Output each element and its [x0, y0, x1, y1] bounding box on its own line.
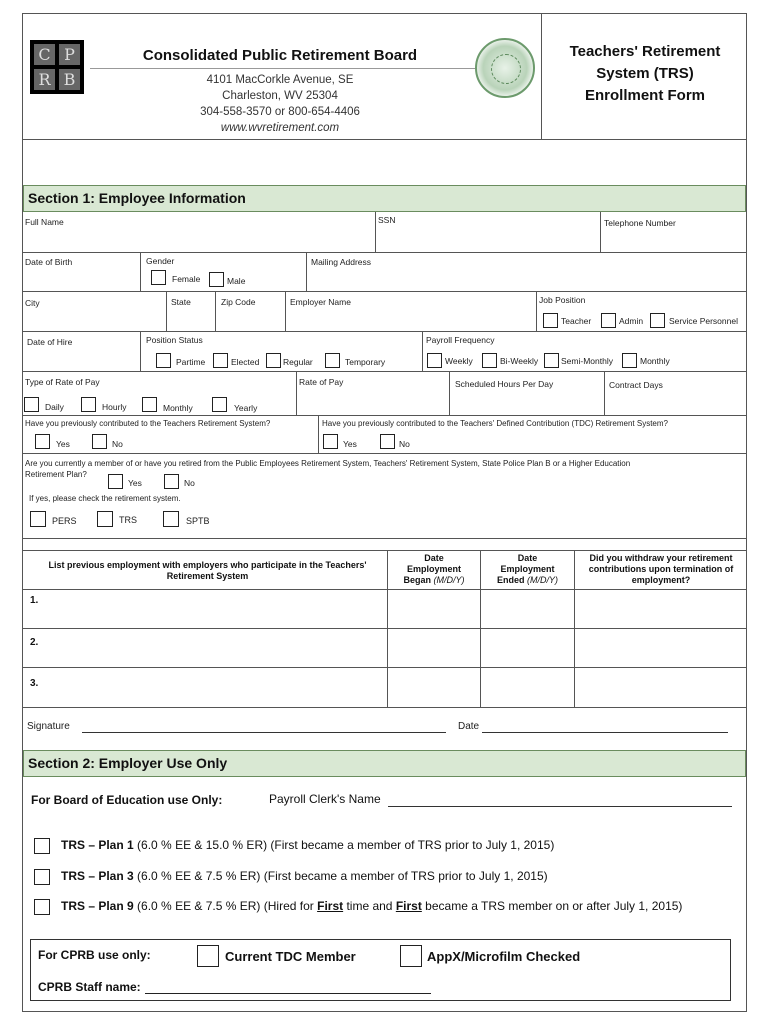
divider: [22, 550, 747, 551]
prev-tdc-no-checkbox[interactable]: [380, 434, 395, 449]
admin-checkbox[interactable]: [601, 313, 616, 328]
org-name: Consolidated Public Retirement Board: [142, 47, 418, 64]
payroll-clerk-line[interactable]: [388, 806, 732, 807]
logo-letter-c: C: [34, 44, 55, 65]
weekly-checkbox[interactable]: [427, 353, 442, 368]
trs-plan-9-label: [61, 899, 682, 913]
temporary-label: Temporary: [345, 357, 386, 367]
position-status-label: Position Status: [146, 335, 203, 345]
type-of-rate-label: Type of Rate of Pay: [25, 377, 100, 387]
divider: [285, 291, 286, 331]
partime-checkbox[interactable]: [156, 353, 171, 368]
date-ended-header-line-3: Ended: [496, 575, 525, 585]
trs-checkbox[interactable]: [97, 511, 113, 527]
divider: [22, 291, 747, 292]
rate-of-pay-field[interactable]: [297, 390, 449, 415]
contract-days-label: Contract Days: [609, 380, 663, 390]
table-row-number-3: 3.: [30, 678, 39, 689]
member-yes-label: Yes: [128, 478, 142, 488]
gender-label: Gender: [146, 256, 175, 266]
form-title: [545, 41, 745, 107]
weekly-label: Weekly: [445, 356, 473, 366]
form-title-line-3: Enrollment Form: [584, 87, 705, 104]
divider: [166, 291, 167, 331]
ssn-field[interactable]: [376, 228, 600, 252]
date-began-header: [389, 553, 479, 586]
logo-letter-b: B: [59, 69, 80, 90]
divider: [422, 331, 423, 371]
date-began-format: (M/D/Y): [433, 575, 465, 585]
full-name-field[interactable]: [23, 228, 375, 252]
table-row-number-2: 2.: [30, 637, 39, 648]
boe-use-label: For Board of Education use Only:: [31, 793, 223, 807]
divider: [22, 252, 747, 253]
admin-label: Admin: [619, 316, 644, 326]
employer-row-1-field[interactable]: [23, 590, 387, 628]
appx-label: AppX/Microfilm Checked: [427, 949, 581, 964]
sptb-checkbox[interactable]: [163, 511, 179, 527]
signature-line[interactable]: [82, 732, 446, 733]
teacher-label: Teacher: [561, 316, 592, 326]
trs-plan-9-first-2: First: [395, 899, 422, 913]
website-link[interactable]: www.wvretirement.com: [220, 122, 340, 134]
trs-plan-3-label: [61, 869, 548, 883]
divider: [746, 550, 747, 590]
member-no-label: No: [184, 478, 195, 488]
partime-label: Partime: [176, 357, 206, 367]
telephone-label: Telephone Number: [604, 218, 676, 228]
trs-plan-3-name: TRS – Plan 3: [61, 869, 134, 883]
trs-plan-1-detail: (6.0 % EE & 15.0 % ER) (First became a member of TRS prior to July 1, 2015): [137, 838, 555, 852]
cprb-logo: [30, 40, 84, 94]
trs-plan-1-checkbox[interactable]: [34, 838, 50, 854]
trs-plan-9-detail-c: became a TRS member on or after July 1, 2015): [421, 899, 683, 913]
logo-letter-r: R: [34, 69, 55, 90]
form-frame: [22, 13, 747, 1012]
section-1-header: Section 1: Employee Information: [23, 185, 746, 212]
semimonthly-label: Semi-Monthly: [561, 356, 613, 366]
cprb-use-label: For CPRB use only:: [38, 948, 151, 962]
cprb-staff-label: CPRB Staff name:: [38, 980, 141, 994]
temporary-checkbox[interactable]: [325, 353, 340, 368]
phone-number: 304-558-3570 or 800-654-4406: [200, 106, 360, 118]
ssn-label: SSN: [378, 215, 396, 225]
semimonthly-checkbox[interactable]: [544, 353, 559, 368]
prev-tdc-no-label: No: [399, 439, 410, 449]
male-label: Male: [227, 276, 246, 286]
date-began-header-line-1: Date: [424, 553, 444, 563]
section-2-header: Section 2: Employer Use Only: [23, 750, 746, 777]
trs-plan-9-first-1: First: [317, 899, 344, 913]
monthly-rate-label: Monthly: [163, 403, 193, 413]
prev-tdc-question: Have you previously contributed to the Teachers' Defined Contribution (TDC) Retirement System?: [322, 419, 668, 428]
member-yes-checkbox[interactable]: [108, 474, 123, 489]
divider: [22, 415, 747, 416]
payroll-clerk-label: Payroll Clerk's Name: [269, 792, 381, 806]
prev-tdc-yes-label: Yes: [343, 439, 357, 449]
monthly-frequency-label: Monthly: [640, 356, 670, 366]
member-question-line-2: Retirement Plan?: [25, 470, 87, 479]
form-title-line-1: Teachers' Retirement: [569, 43, 721, 60]
signature-label: Signature: [27, 721, 70, 732]
date-ended-header: [482, 553, 573, 586]
daily-checkbox[interactable]: [24, 397, 39, 412]
member-question-line-1: Are you currently a member of or have you retired from the Public Employees Retirement System, Teachers' Retirement System, State Police Plan B or a Higher Education: [25, 459, 631, 468]
divider: [22, 453, 747, 454]
trs-plan-9-detail-b: time and: [343, 899, 396, 913]
trs-plan-1-name: TRS – Plan 1: [61, 838, 134, 852]
scheduled-hours-label: Scheduled Hours Per Day: [455, 379, 554, 389]
divider: [536, 291, 537, 331]
monthly-rate-checkbox[interactable]: [142, 397, 157, 412]
divider: [22, 538, 747, 539]
date-ended-header-line-1: Date: [517, 553, 538, 563]
female-label: Female: [172, 274, 201, 284]
divider: [140, 331, 141, 371]
job-position-label: Job Position: [539, 295, 586, 305]
current-tdc-checkbox[interactable]: [197, 945, 219, 967]
trs-plan-3-checkbox[interactable]: [34, 869, 50, 885]
telephone-field[interactable]: [601, 230, 746, 252]
mailing-address-field[interactable]: [307, 268, 746, 291]
hourly-label: Hourly: [102, 402, 127, 412]
address-line-2: Charleston, WV 25304: [222, 90, 338, 102]
city-label: City: [25, 298, 40, 308]
date-ended-header-line-2: Employment: [500, 564, 555, 574]
biweekly-checkbox[interactable]: [482, 353, 497, 368]
trs-plan-9-detail-a: (6.0 % EE & 7.5 % ER) (Hired for: [137, 899, 318, 913]
contract-days-field[interactable]: [605, 392, 746, 415]
employer-row-2-field[interactable]: [23, 629, 387, 667]
state-seal-icon: [475, 38, 535, 98]
trs-plan-3-detail: (6.0 % EE & 7.5 % ER) (First became a member of TRS prior to July 1, 2015): [137, 869, 548, 883]
yearly-label: Yearly: [234, 403, 258, 413]
prev-trs-question: Have you previously contributed to the Teachers Retirement System?: [25, 419, 271, 428]
table-row-number-1: 1.: [30, 595, 39, 606]
org-underline: [90, 68, 480, 69]
appx-checkbox[interactable]: [400, 945, 422, 967]
pers-label: PERS: [52, 516, 77, 526]
date-began-header-line-3: Began: [403, 575, 431, 585]
prev-trs-yes-label: Yes: [56, 439, 70, 449]
divider: [22, 371, 747, 372]
elected-checkbox[interactable]: [213, 353, 228, 368]
service-personnel-label: Service Personnel: [669, 316, 738, 326]
prev-trs-yes-checkbox[interactable]: [35, 434, 50, 449]
header-divider: [541, 13, 542, 139]
state-label: State: [171, 297, 191, 307]
prev-trs-no-checkbox[interactable]: [92, 434, 107, 449]
monthly-frequency-checkbox[interactable]: [622, 353, 637, 368]
service-personnel-checkbox[interactable]: [650, 313, 665, 328]
signature-date-label: Date: [458, 721, 480, 732]
cprb-staff-line[interactable]: [145, 993, 431, 994]
current-tdc-label: Current TDC Member: [225, 949, 356, 964]
if-yes-instruction: If yes, please check the retirement system.: [29, 494, 181, 503]
employer-list-header: List previous employment with employers who participate in the Teachers' Retirement System: [48, 560, 367, 581]
regular-checkbox[interactable]: [266, 353, 281, 368]
divider: [22, 707, 747, 708]
female-checkbox[interactable]: [151, 270, 166, 285]
form-title-line-2: System (TRS): [596, 65, 694, 82]
header-bottom-line: [22, 139, 747, 140]
male-checkbox[interactable]: [209, 272, 224, 287]
divider: [215, 291, 216, 331]
payroll-frequency-label: Payroll Frequency: [426, 335, 495, 345]
withdraw-header: Did you withdraw your retirement contributions upon termination of employment?: [588, 553, 734, 585]
zip-label: Zip Code: [221, 297, 256, 307]
address-line-1: 4101 MacCorkle Avenue, SE: [206, 74, 354, 86]
mailing-address-label: Mailing Address: [311, 257, 372, 267]
elected-label: Elected: [231, 357, 260, 367]
date-ended-format: (M/D/Y): [527, 575, 559, 585]
sptb-label: SPTB: [186, 516, 210, 526]
employer-name-label: Employer Name: [290, 297, 351, 307]
address-block: [90, 72, 470, 136]
teacher-checkbox[interactable]: [543, 313, 558, 328]
trs-plan-9-name: TRS – Plan 9: [61, 899, 134, 913]
trs-label: TRS: [119, 515, 137, 525]
date-began-header-line-2: Employment: [406, 564, 461, 574]
hourly-checkbox[interactable]: [81, 397, 96, 412]
scheduled-hours-field[interactable]: [450, 392, 604, 415]
full-name-label: Full Name: [25, 217, 64, 227]
pers-checkbox[interactable]: [30, 511, 46, 527]
trs-plan-1-label: [61, 838, 554, 852]
divider: [140, 252, 141, 291]
prev-trs-no-label: No: [112, 439, 123, 449]
rate-of-pay-label: Rate of Pay: [299, 377, 344, 387]
biweekly-label: Bi-Weekly: [500, 356, 539, 366]
employer-row-3-field[interactable]: [23, 668, 387, 707]
date-of-hire-label: Date of Hire: [27, 337, 73, 347]
signature-date-line[interactable]: [482, 732, 728, 733]
regular-label: Regular: [283, 357, 313, 367]
trs-plan-9-checkbox[interactable]: [34, 899, 50, 915]
yearly-checkbox[interactable]: [212, 397, 227, 412]
divider: [22, 331, 747, 332]
logo-letter-p: P: [59, 44, 80, 65]
prev-tdc-yes-checkbox[interactable]: [323, 434, 338, 449]
daily-label: Daily: [45, 402, 64, 412]
divider: [318, 415, 319, 453]
member-no-checkbox[interactable]: [164, 474, 179, 489]
dob-label: Date of Birth: [25, 257, 73, 267]
